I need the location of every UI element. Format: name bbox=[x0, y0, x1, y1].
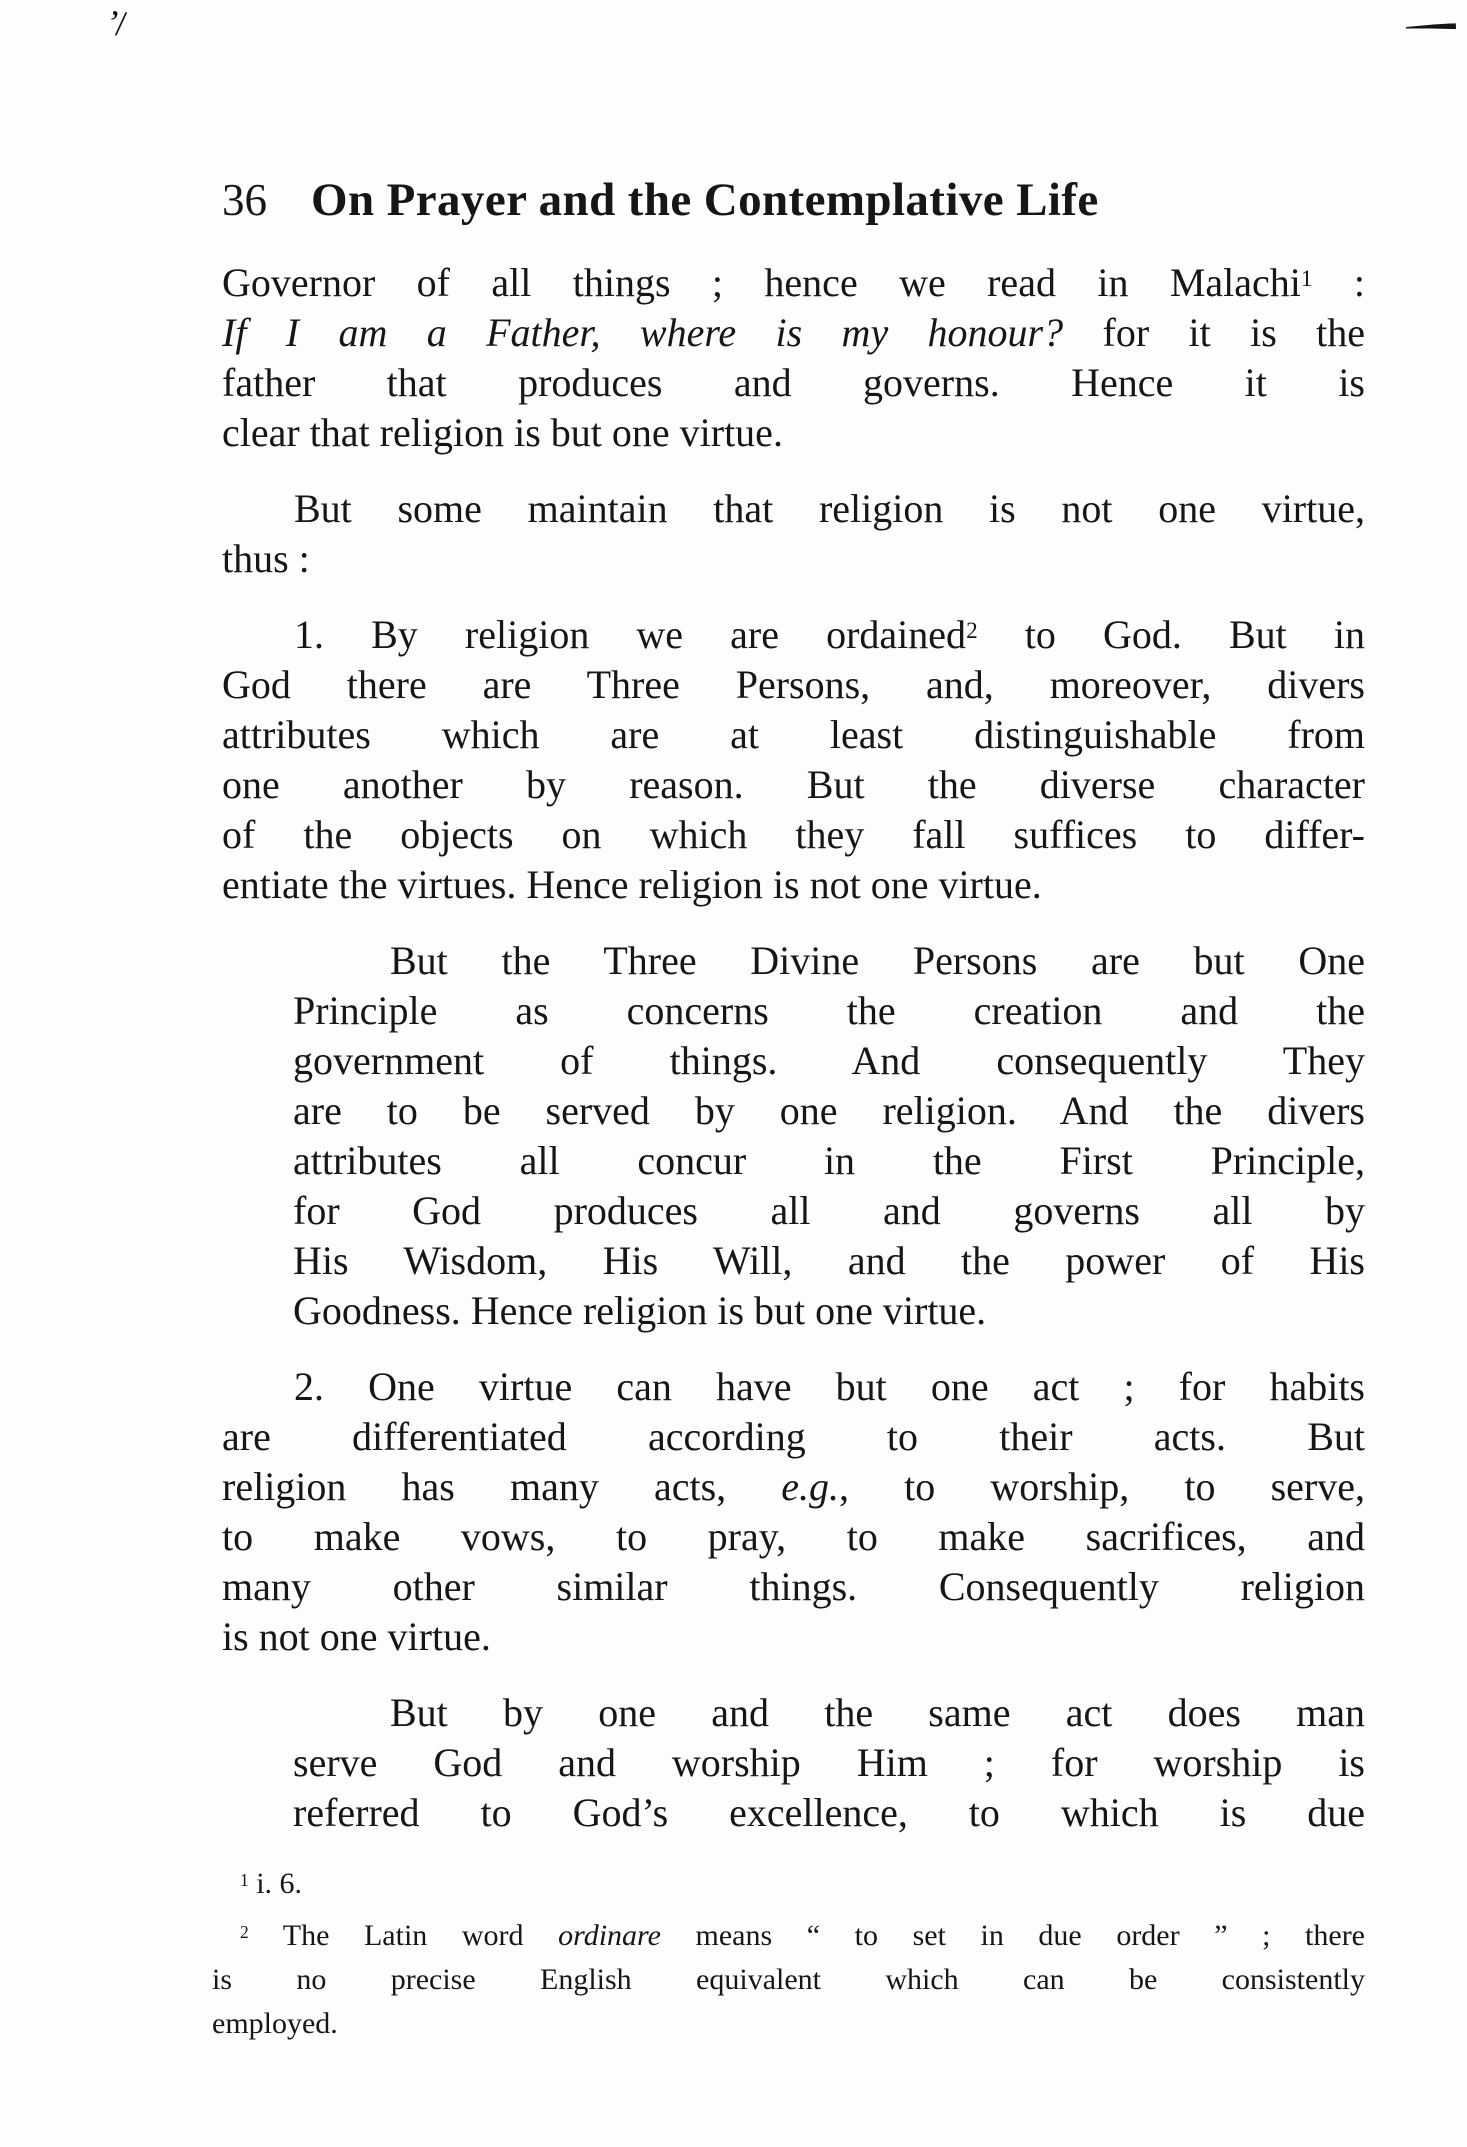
text-line: But some maintain that religion is not one virtue, bbox=[294, 486, 1365, 531]
text-line: If I am a Father, where is my honour? for it is the bbox=[222, 310, 1366, 355]
text-line: entiate the virtues. Hence religion is not one virtue. bbox=[222, 862, 1042, 907]
page-number: 36 bbox=[222, 175, 267, 225]
reply-1 bbox=[293, 936, 1365, 1336]
text-line: religion has many acts, e.g., to worship, to serve, bbox=[222, 1464, 1365, 1509]
body-paragraphs bbox=[222, 258, 1365, 1838]
text-line: is no precise English equivalent which can be consistently bbox=[212, 1963, 1365, 1996]
text-line: to make vows, to pray, to make sacrifices, and bbox=[222, 1514, 1365, 1559]
reply-2 bbox=[293, 1688, 1365, 1838]
text-line: attributes all concur in the First Principle, bbox=[293, 1138, 1365, 1183]
text-line: are to be served by one religion. And the divers bbox=[293, 1088, 1365, 1133]
objection-intro bbox=[222, 484, 1365, 584]
text-line: thus : bbox=[222, 536, 310, 581]
text-line: of the objects on which they fall suffices to differ- bbox=[222, 812, 1365, 857]
objection-2 bbox=[222, 1362, 1365, 1662]
text-line: Principle as concerns the creation and the bbox=[293, 988, 1365, 1033]
opening-paragraph bbox=[222, 258, 1365, 458]
text-line: $^1$ i. 6. bbox=[240, 1867, 303, 1900]
page-header bbox=[222, 172, 1365, 228]
scan-artifact-dash bbox=[1406, 23, 1456, 31]
text-line: clear that religion is but one virtue. bbox=[222, 410, 783, 455]
text-line: $^2$ The Latin word ordinare means “ to set in due order ” ; there bbox=[240, 1919, 1365, 1952]
text-line: government of things. And consequently They bbox=[293, 1038, 1365, 1083]
text-line: father that produces and governs. Hence it is bbox=[222, 360, 1365, 405]
text-line: His Wisdom, His Will, and the power of His bbox=[293, 1238, 1365, 1283]
text-line: is not one virtue. bbox=[222, 1614, 491, 1659]
text-line: 1. By religion we are ordained$^2$ to God. But in bbox=[294, 612, 1365, 657]
text-line: attributes which are at least distinguishable from bbox=[222, 712, 1365, 757]
text-line: referred to God’s excellence, to which is due bbox=[293, 1790, 1365, 1835]
text-line: many other similar things. Consequently religion bbox=[222, 1564, 1365, 1609]
text-line: serve God and worship Him ; for worship is bbox=[293, 1740, 1365, 1785]
text-line: Governor of all things ; hence we read in Malachi$^1$ : bbox=[222, 260, 1365, 305]
footnote-2 bbox=[212, 1914, 1365, 2046]
text-line: for God produces all and governs all by bbox=[293, 1188, 1365, 1233]
text-line: one another by reason. But the diverse character bbox=[222, 762, 1365, 807]
text-column bbox=[212, 172, 1366, 2046]
running-title: On Prayer and the Contemplative Life bbox=[311, 174, 1099, 226]
objection-1 bbox=[222, 610, 1365, 910]
footnotes bbox=[212, 1862, 1365, 2046]
text-line: But by one and the same act does man bbox=[390, 1690, 1365, 1735]
footnote-1 bbox=[212, 1862, 1365, 1906]
text-line: God there are Three Persons, and, moreover, divers bbox=[222, 662, 1365, 707]
text-line: But the Three Divine Persons are but One bbox=[390, 938, 1365, 983]
text-line: are differentiated according to their acts. But bbox=[222, 1414, 1365, 1459]
text-line: employed. bbox=[212, 2007, 338, 2040]
text-line: 2. One virtue can have but one act ; for habits bbox=[294, 1364, 1365, 1409]
scan-artifact-slash: ’/ bbox=[105, 2, 125, 44]
text-line: Goodness. Hence religion is but one virtue. bbox=[293, 1288, 987, 1333]
